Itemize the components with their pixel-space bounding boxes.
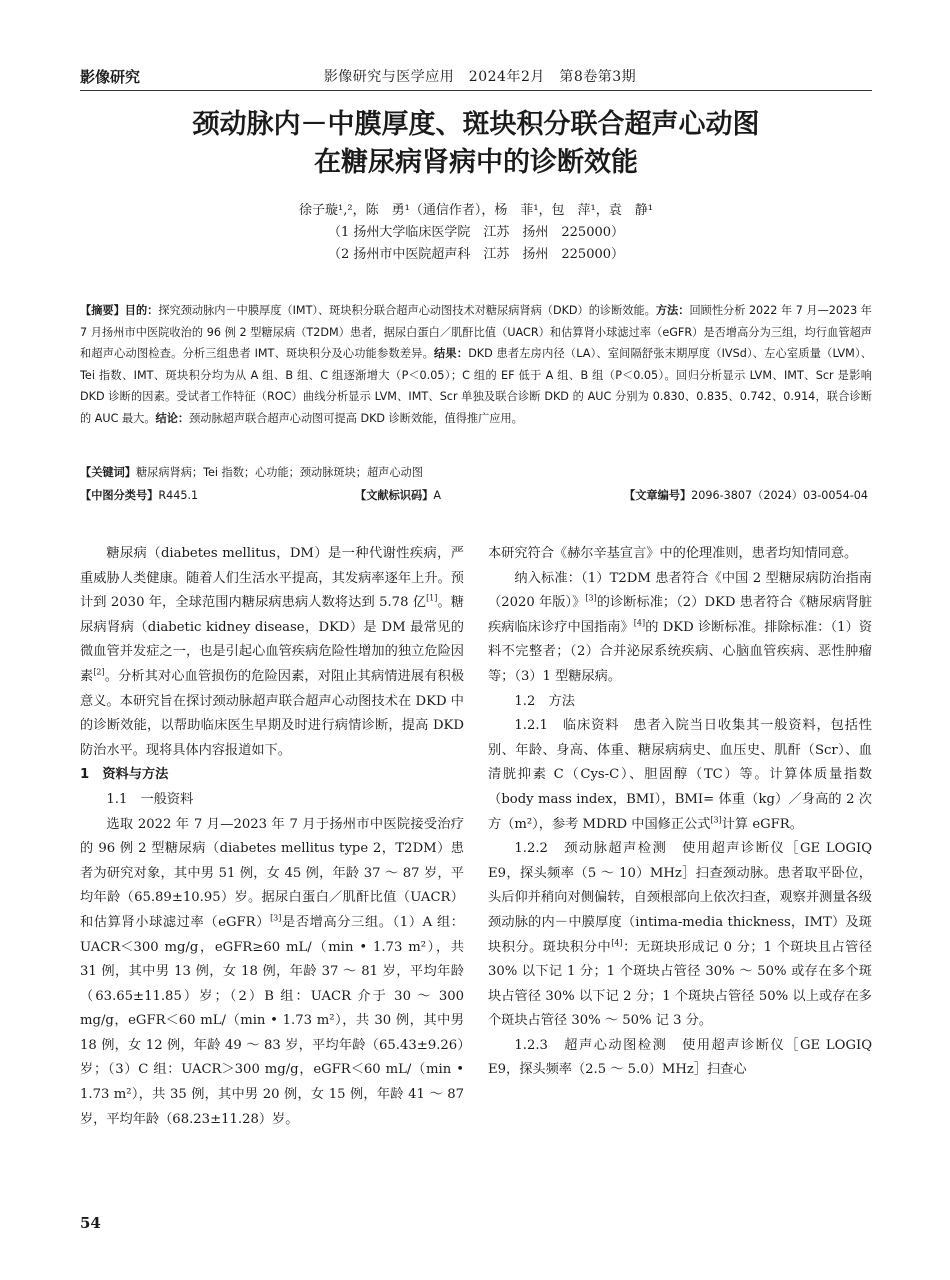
- article-value: 2096-3807（2024）03-0054-04: [691, 489, 868, 502]
- clc-value: R445.1: [158, 489, 199, 502]
- citation: [3]: [710, 815, 722, 825]
- clc-label: 【中图分类号】: [80, 489, 159, 502]
- journal-header: 影像研究与医学应用 2024年2月 第8卷第3期: [323, 69, 637, 85]
- section-heading-1: 1 资料与方法: [80, 767, 169, 783]
- data-text-2: 是否增高分三组。（1）A 组：UACR＜300 mg/g，eGFR≥60 mL/（min • 1.73 m²），共 31 例，其中男 13 例，女 18 例，年龄 37 ～ 81 岁，平均年龄（63.65±11.85）岁；（2）B 组：UACR 介于 30 ～ 300 mg/g，eGFR＜60 mL/（min • 1.73 m²），共 30 例，其中男 18 例，女 12 例，年龄 49 ～ 83 岁，平均年龄（65.43±9.26）岁；（3）C 组：UACR＞300 mg/g，eGFR＜60 mL/（min • 1.73 m²），共 35 例，其中男 20 例，女 15 例，年龄 41 ～ 87 岁，平均年龄（68.23±11.28）岁。: [80, 914, 464, 1127]
- title-line-1: 颈动脉内－中膜厚度、斑块积分联合超声心动图: [192, 109, 760, 140]
- section-label: 影像研究: [80, 68, 141, 86]
- carotid-ultrasound-paragraph: [488, 837, 872, 1034]
- carotid-text-2: ：无斑块形成记 0 分；1 个斑块且占管径 30% 以下记 1 分；1 个斑块占管径 30% ～ 50% 或存在多个斑块占管径 30% 以下记 2 分；1 个斑块占管径 50% 以上或存在多个斑块占管径 30% ～ 50% 记 3 分。: [488, 939, 873, 1029]
- citation: [4]: [611, 938, 623, 948]
- ethics-paragraph: 本研究符合《赫尔辛基宣言》中的伦理准则，患者均知情同意。: [488, 546, 858, 561]
- results-text: DKD 患者左房内径（LA）、室间隔舒张末期厚度（IVSd）、左心室质量（LVM）、Tei 指数、IMT、斑块积分均为从 A 组、B 组、C 组逐渐增大（P＜0.05）；C 组的 EF 低于 A 组、B 组（P＜0.05）。回归分析显示 LVM、IMT、Scr 是影响 DKD 诊断的因素。受试者工作特征（ROC）曲线分析显示 LVM、IMT、Scr 单独及联合诊断 DKD 的 AUC 分别为 0.830、0.835、0.742、0.914，联合诊断的 AUC 最大。: [80, 347, 872, 425]
- clc-code: [80, 486, 198, 506]
- page-number: 54: [80, 1214, 101, 1232]
- affiliation-1: （1 扬州大学临床医学院 江苏 扬州 225000）: [327, 225, 625, 240]
- authors-block: [80, 200, 872, 266]
- keywords-label: 【关键词】: [80, 466, 136, 479]
- doc-value: A: [433, 489, 441, 502]
- clinical-text-1: 1.2.1 临床资料 患者入院当日收集其一般资料，包括性别、年龄、身高、体重、糖尿病病史、血压史、肌酐（Scr）、血清胱抑素 C（Cys-C）、胆固醇（TC）等。计算体质量指数（body mass index，BMI），BMI= 体重（kg）／身高的 2 次方（m²），参考 MDRD 中国修正公式: [488, 718, 872, 832]
- article-label: 【文章编号】: [624, 489, 692, 502]
- conclusion-text: 颈动脉超声联合超声心动图可提高 DKD 诊断效能，值得推广应用。: [189, 411, 523, 425]
- doc-code: [355, 486, 441, 506]
- citation: [4]: [633, 618, 646, 628]
- criteria-paragraph: [488, 567, 872, 690]
- clinical-data-paragraph: [488, 714, 872, 837]
- subsection-heading-1-2: 1.2 方法: [514, 693, 575, 709]
- doc-label: 【文献标识码】: [355, 489, 434, 502]
- criteria-text-3: 的 DKD 诊断标准。排除标准：（1）资料不完整者；（2）合并泌尿系统疾病、心脑血管疾病、恶性肿瘤等；（3）1 型糖尿病。: [488, 619, 873, 684]
- citation: [3]: [585, 593, 597, 603]
- subsection-heading-1-1: 1.1 一般资料: [106, 791, 194, 807]
- criteria-text-1: 纳入标准：（1）T2DM 患者符合《中国 2 型糖尿病防治指南（2020 年版）》: [488, 570, 872, 611]
- classification-row: [80, 486, 872, 508]
- intro-paragraph: [80, 542, 464, 763]
- abstract: [80, 300, 872, 430]
- article-number: [624, 486, 868, 506]
- intro-text-1: 糖尿病（diabetes mellitus，DM）是一种代谢性疾病，严重威胁人类健康。随着人们生活水平提高，其发病率逐年上升。预计到 2030 年，全球范围内糖尿病患病人数将达到 5.78 亿: [80, 546, 464, 611]
- abstract-label: 【摘要】: [80, 304, 125, 317]
- echocardiography-paragraph: 1.2.3 超声心动图检测 使用超声诊断仪［GE LOGIQ E9，探头频率（2.5 ～ 5.0）MHz］扫查心: [488, 1037, 872, 1078]
- title-line-2: 在糖尿病肾病中的诊断效能: [314, 147, 638, 178]
- article-title: [80, 106, 872, 182]
- keywords-text: 糖尿病肾病；Tei 指数；心功能；颈动脉斑块；超声心动图: [135, 466, 423, 479]
- clinical-text-2: 计算 eGFR。: [721, 816, 803, 832]
- citation: [3]: [270, 913, 282, 923]
- criteria-text-2: 的诊断标准；（2）DKD 患者符合《糖尿病肾脏疾病临床诊疗中国指南》: [488, 595, 872, 635]
- keywords: [80, 463, 872, 483]
- objective-text: 探究颈动脉内－中膜厚度（IMT）、斑块积分联合超声心动图技术对糖尿病肾病（DKD）的诊断效能。: [158, 304, 656, 317]
- citation: [2]: [93, 667, 105, 677]
- results-label: 结果：: [434, 347, 469, 361]
- objective-label: 目的：: [124, 304, 159, 317]
- conclusion-label: 结论：: [155, 411, 190, 425]
- body-column-right: [488, 542, 872, 1083]
- carotid-text-1: 1.2.2 颈动脉超声检测 使用超声诊断仪［GE LOGIQ E9，探头频率（5 ～ 10）MHz］扫查颈动脉。患者取平卧位，头后仰并稍向对侧偏转，自颈根部向上依次扫查，观察并测量各级颈动脉的内－中膜厚度（intima-media thickness，IMT）及斑块积分。斑块积分中: [488, 841, 872, 955]
- intro-text-3: 。分析其对心血管损伤的危险因素，对阻止其病情进展有积极意义。本研究旨在探讨颈动脉超声联合超声心动图技术在 DKD 中的诊断效能，以帮助临床医生早期及时进行病情诊断，提高 DKD 防治水平。现将具体内容报道如下。: [80, 668, 465, 758]
- methods-text: 回顾性分析 2022 年 7 月—2023 年 7 月扬州市中医院收治的 96 例 2 型糖尿病（T2DM）患者，据尿白蛋白／肌酐比值（UACR）和估算肾小球滤过率（eGFR）是否增高分为三组，均行血管超声和超声心动图检查。分析三组患者 IMT、斑块积分及心功能参数差异。: [80, 304, 872, 361]
- citation: [1]: [426, 593, 438, 603]
- header-divider: [80, 90, 872, 91]
- body-column-left: [80, 542, 464, 1132]
- data-text-1: 选取 2022 年 7 月—2023 年 7 月于扬州市中医院接受治疗的 96 例 2 型糖尿病（diabetes mellitus type 2，T2DM）患者为研究对象，其中男 51 例，女 45 例，年龄 37 ～ 87 岁，平均年龄（65.89±10.95）岁。据尿白蛋白／肌酐比值（UACR）和估算肾小球滤过率（eGFR）: [80, 816, 464, 930]
- intro-text-2: 。糖尿病肾病（diabetic kidney disease，DKD）是 DM 最常见的微血管并发症之一，也是引起心血管疾病危险性增加的独立危险因素: [80, 595, 464, 684]
- data-paragraph: [80, 813, 464, 1133]
- author-list: 徐子璇¹,²，陈 勇¹（通信作者），杨 菲¹，包 萍¹，袁 静¹: [299, 203, 653, 218]
- methods-label: 方法：: [655, 304, 690, 317]
- affiliation-2: （2 扬州市中医院超声科 江苏 扬州 225000）: [327, 247, 625, 262]
